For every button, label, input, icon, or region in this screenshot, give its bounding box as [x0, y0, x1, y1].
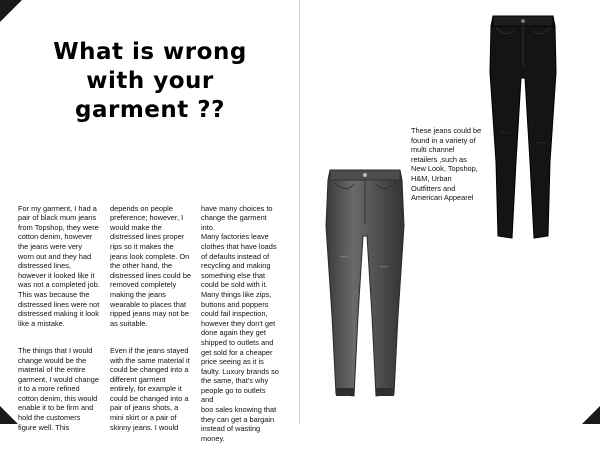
- paragraph: The things that I would change would be the material of the entire garment, I would change it to a more refined cotton denim, this would enable it to be firm and hold the customers figure well. This: [18, 345, 99, 432]
- grey-jeans-illustration: [324, 166, 406, 404]
- article-title: [40, 38, 260, 125]
- black-jeans-illustration: [488, 12, 558, 244]
- paragraph: For my garment, I had a pair of black mum jeans from Topshop, they were cotton denim, however the jeans were very worn out and they had distressed lines, however it looked like it was not a completed job. This was because the distressed lines were not distressed making it look like a mistake.: [18, 203, 100, 328]
- paragraph: depends on people preference; however, I would make the distressed lines proper rips so it makes the jeans look complete. On the other hand, the distressed lines could be removed completely making the jeans wearable to places that ripped jeans may not be as suitable.: [110, 203, 191, 328]
- title-line-2: with your: [86, 68, 214, 94]
- paragraph: Even if the jeans stayed with the same material it could be changed into a different garment entirely, for example it could be changed into a pair of jeans shots, a mini skirt or a pair of skinny jeans. I would: [110, 345, 190, 432]
- text-column-2: [110, 194, 192, 450]
- corner-decoration-bottom-left: [0, 406, 18, 424]
- paragraph: have many choices to change the garment into. Many factories leave clothes that have loads of defaults instead of recycling and making something else that could be sold with it. Many things like zips, buttons and poppers could fail inspection, however they don't get done again they get shipped to outlets and get sold for a cheaper price seeing as it is faulty. Luxury brands so the same, that's why people go to outlets and boo sales knowing that they can get a bargain instead of wasting money.: [201, 203, 279, 443]
- text-column-3: [201, 194, 279, 461]
- retailer-caption: These jeans could be found in a variety of multi channel retailers ,such as New Look, Topshop, H&M, Urban Outfitters and American Appearel: [411, 126, 482, 203]
- corner-decoration-bottom-right: [582, 406, 600, 424]
- black-jeans-image: [488, 12, 558, 244]
- grey-jeans-image: [324, 166, 406, 404]
- page-gutter: [299, 0, 300, 424]
- corner-decoration-top-left: [0, 0, 22, 22]
- title-line-1: What is wrong: [53, 39, 247, 65]
- title-line-3: garment ??: [75, 97, 225, 123]
- text-column-1: [18, 194, 102, 450]
